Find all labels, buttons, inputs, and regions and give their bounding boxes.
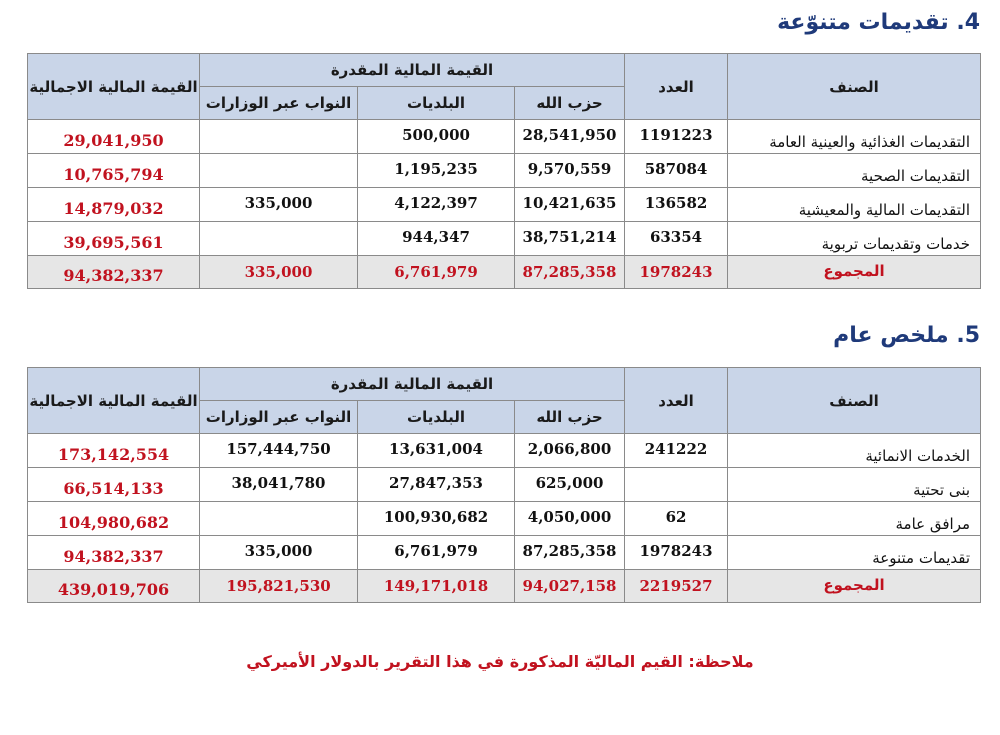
table-row [28,468,981,502]
sum-municipalities: 149,171,018 [358,570,515,603]
header-category: الصنف [728,368,981,434]
row-deputies [200,154,358,188]
row-category: التقديمات الصحية [728,154,981,188]
sum-total: 439,019,706 [28,570,200,603]
header-deputies: النواب عبر الوزارات [200,87,358,120]
row-municipalities: 944,347 [358,222,515,256]
sum-label: المجموع [728,256,981,289]
currency-note: ملاحظة: القيم الماليّة المذكورة في هذا التقرير بالدولار الأميركي [246,652,754,671]
section-4-table [27,53,981,289]
sum-deputies: 195,821,530 [200,570,358,603]
row-municipalities: 4,122,397 [358,188,515,222]
row-count: 1978243 [625,536,728,570]
sum-row [28,570,981,603]
table-row [28,222,981,256]
table-row [28,188,981,222]
header-count: العدد [625,368,728,434]
sum-hezbollah: 94,027,158 [515,570,625,603]
row-deputies: 335,000 [200,536,358,570]
sum-deputies: 335,000 [200,256,358,289]
header-category: الصنف [728,54,981,120]
row-category: بنى تحتية [728,468,981,502]
row-hezbollah: 38,751,214 [515,222,625,256]
row-deputies [200,120,358,154]
section-5-title: 5. ملخص عام [833,323,980,348]
header-count: العدد [625,54,728,120]
row-count: 241222 [625,434,728,468]
row-count: 1191223 [625,120,728,154]
table-row [28,502,981,536]
row-deputies: 38,041,780 [200,468,358,502]
row-deputies [200,502,358,536]
sum-total: 94,382,337 [28,256,200,289]
table-row [28,434,981,468]
header-total-value: القيمة المالية الاجمالية [28,54,200,120]
row-total: 39,695,561 [28,222,200,256]
row-municipalities: 100,930,682 [358,502,515,536]
row-count: 587084 [625,154,728,188]
row-total: 29,041,950 [28,120,200,154]
sum-label: المجموع [728,570,981,603]
row-category: الخدمات الانمائية [728,434,981,468]
row-municipalities: 27,847,353 [358,468,515,502]
row-total: 14,879,032 [28,188,200,222]
row-category: خدمات وتقديمات تربوية [728,222,981,256]
row-hezbollah: 87,285,358 [515,536,625,570]
header-deputies: النواب عبر الوزارات [200,401,358,434]
header-estimated-value: القيمة المالية المقدرة [200,368,625,401]
row-total: 66,514,133 [28,468,200,502]
row-count: 136582 [625,188,728,222]
row-total: 173,142,554 [28,434,200,468]
row-count: 63354 [625,222,728,256]
row-total: 10,765,794 [28,154,200,188]
row-hezbollah: 625,000 [515,468,625,502]
row-deputies: 157,444,750 [200,434,358,468]
row-total: 94,382,337 [28,536,200,570]
row-deputies: 335,000 [200,188,358,222]
sum-row [28,256,981,289]
section-5-table [27,367,981,603]
sum-municipalities: 6,761,979 [358,256,515,289]
row-hezbollah: 2,066,800 [515,434,625,468]
table-row [28,536,981,570]
row-count: 62 [625,502,728,536]
sum-count: 2219527 [625,570,728,603]
header-total-value: القيمة المالية الاجمالية [28,368,200,434]
header-hezbollah: حزب الله [515,401,625,434]
table-row [28,154,981,188]
header-hezbollah: حزب الله [515,87,625,120]
row-hezbollah: 10,421,635 [515,188,625,222]
row-total: 104,980,682 [28,502,200,536]
row-hezbollah: 4,050,000 [515,502,625,536]
sum-hezbollah: 87,285,358 [515,256,625,289]
section-4-title: 4. تقديمات متنوّعة [777,10,980,35]
table-row [28,120,981,154]
row-hezbollah: 9,570,559 [515,154,625,188]
header-municipalities: البلديات [358,401,515,434]
row-count [625,468,728,502]
row-category: تقديمات متنوعة [728,536,981,570]
row-category: التقديمات المالية والمعيشية [728,188,981,222]
row-municipalities: 500,000 [358,120,515,154]
row-hezbollah: 28,541,950 [515,120,625,154]
row-category: التقديمات الغذائية والعينية العامة [728,120,981,154]
row-municipalities: 6,761,979 [358,536,515,570]
header-municipalities: البلديات [358,87,515,120]
header-estimated-value: القيمة المالية المقدرة [200,54,625,87]
row-deputies [200,222,358,256]
row-municipalities: 1,195,235 [358,154,515,188]
row-category: مرافق عامة [728,502,981,536]
sum-count: 1978243 [625,256,728,289]
row-municipalities: 13,631,004 [358,434,515,468]
